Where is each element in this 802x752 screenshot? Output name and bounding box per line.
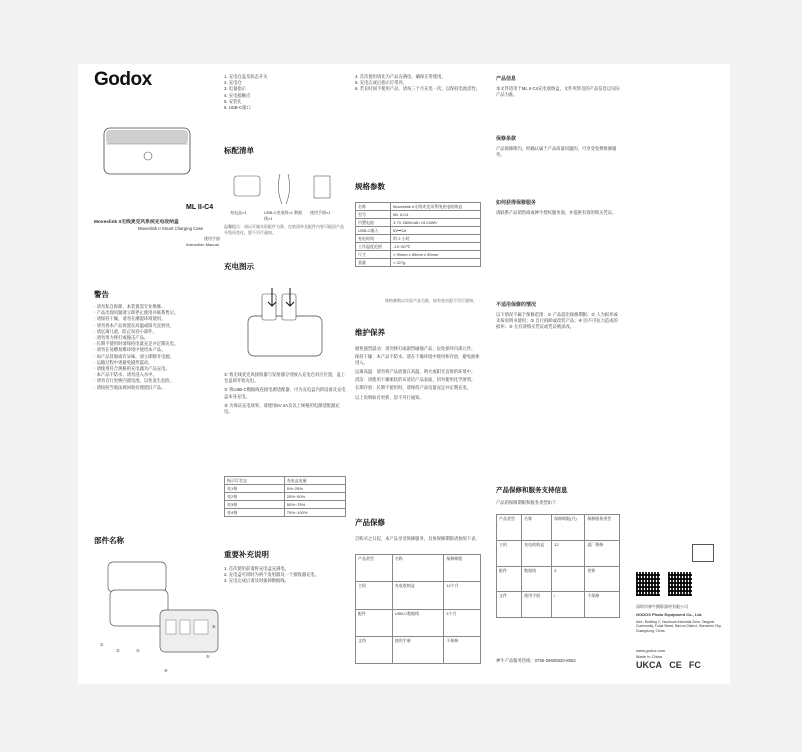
ukca-mark: UKCA bbox=[636, 660, 662, 670]
info-text: 本文件适用于ML II-C4充电收纳盒，文件所涉及的产品信息以实际产品为准。 bbox=[496, 86, 620, 98]
wp-header: 产品类型 bbox=[356, 555, 393, 582]
spec-key: 内置电池 bbox=[356, 219, 391, 227]
specs-title: 规格参数 bbox=[355, 182, 385, 191]
charging-step: ③ 为保证充电效率，请使用5V 2A及以上规格的电源适配器充电。 bbox=[224, 402, 340, 415]
support-intro: 产品的保修期限和服务类型如下： bbox=[496, 500, 561, 505]
support-header: 保修服务类型 bbox=[585, 515, 620, 541]
parts-list-item: 5. 安装孔 bbox=[224, 98, 242, 104]
fcc-mark: FC bbox=[688, 660, 701, 670]
recycle-badge bbox=[692, 544, 714, 562]
support-cell: 更换 bbox=[585, 566, 620, 592]
support-cell: 配件 bbox=[497, 566, 522, 592]
parts-list-item: 3. 电量指示 bbox=[224, 86, 246, 92]
warning-item: · 产品出现问题请立即停止使用并联系售后。 bbox=[94, 310, 179, 316]
packing-item-manual: 使用手册×1 bbox=[310, 210, 331, 215]
packing-title: 标配清单 bbox=[224, 146, 254, 155]
support-cell: 使用手册 bbox=[522, 592, 552, 618]
info-title: 产品信息 bbox=[496, 76, 517, 82]
warning-item: · 请远离儿童，防止误吞小部件。 bbox=[94, 328, 157, 334]
company-en: GODOX Photo Equipment Co., Ltd. bbox=[636, 612, 703, 617]
charging-step: ② 将USB-C数据线连接电源适配器，可为充电盒内的设备及充电盒本身充电。 bbox=[224, 387, 346, 399]
spec-value: ≈ 99mm x 69mm x 50mm bbox=[391, 251, 481, 259]
wp-cell: 文档 bbox=[356, 636, 393, 663]
wp-cell: 配件 bbox=[356, 609, 393, 636]
spec-value: ML II-C4 bbox=[391, 211, 481, 219]
col3-note: 4. 首次使用请先为产品充满电，确保正常使用。 bbox=[355, 74, 446, 79]
warning-item: · 本产品不防水，请勿浸入水中。 bbox=[94, 372, 157, 378]
product-name-cn: Moveslink II无线麦克风系统充电收纳盒 bbox=[94, 220, 179, 225]
support-title: 产品保修和服务支持信息 bbox=[496, 487, 568, 494]
ce-mark: CE bbox=[669, 660, 682, 670]
wp-cell: 3个月 bbox=[444, 609, 481, 636]
packing-illustration bbox=[230, 170, 340, 210]
support-cell: 3 bbox=[552, 566, 585, 592]
wp-cell: 12个月 bbox=[444, 582, 481, 609]
service-text: 请联系产品销售商或神牛授权服务商，并提供有效的购买凭证。 bbox=[496, 210, 617, 215]
warranty-terms-title: 保修条款 bbox=[496, 136, 517, 142]
maintenance-list bbox=[355, 346, 483, 401]
spec-key: 工作温度范围 bbox=[356, 243, 391, 251]
indicator-cell: 亮1格 bbox=[225, 485, 285, 493]
indicator-cell: 亮4格 bbox=[225, 509, 285, 517]
qr-code-1 bbox=[636, 572, 660, 596]
spec-key: 名称 bbox=[356, 203, 391, 211]
col3-note: 6. 若长时间不使用产品，请每三个月充电一次，以保持电池活性。 bbox=[355, 86, 481, 92]
made-in: Made In China bbox=[636, 654, 663, 659]
supplement-list bbox=[224, 566, 346, 585]
maintenance-para: 长期存放：长期不使用时，请保持产品电量充足并定期充电。 bbox=[355, 385, 472, 391]
spec-value: 约 2 小时 bbox=[391, 235, 481, 243]
indicator-cell: 25%~50% bbox=[284, 493, 345, 501]
product-name-en: Moveslink II Smart Charging Case bbox=[138, 226, 204, 231]
callout-5: ⑤ bbox=[206, 654, 210, 659]
warning-item: · 请勿用力摔打或撞击产品。 bbox=[94, 335, 149, 341]
brand-logo: Godox bbox=[94, 69, 152, 90]
support-cell: / bbox=[552, 592, 585, 618]
spec-value: -10~50℃ bbox=[391, 243, 481, 251]
model-title: ML II-C4 bbox=[186, 204, 214, 211]
warranty-parts-table bbox=[355, 554, 481, 664]
indicator-cell: 充电盒电量 bbox=[284, 477, 345, 485]
callout-3: ③ bbox=[136, 648, 140, 653]
support-cell: 数据线 bbox=[522, 566, 552, 592]
wp-cell: 充电收纳盒 bbox=[392, 582, 444, 609]
warning-item: · 请保持干燥，请勿在潮湿环境使用。 bbox=[94, 316, 166, 322]
warnings-list bbox=[94, 304, 224, 391]
excluded-title: 不适用保修的情况 bbox=[496, 302, 537, 308]
indicator-cell: 亮3格 bbox=[225, 501, 285, 509]
warning-item: · 请勿自行更换内置电池，以免发生危险。 bbox=[94, 378, 174, 384]
warning-item: · 请勿在易燃易爆环境中使用本产品。 bbox=[94, 347, 166, 353]
wp-cell: 主机 bbox=[356, 582, 393, 609]
parts-list-item: 4. 充电接触点 bbox=[224, 92, 251, 98]
warranty-parts-intro: 自购买之日起，本产品享受保修服务，具体保修期限请参阅下表。 bbox=[355, 536, 480, 541]
spec-value: 3.7V 2600mAh 19.24Wh bbox=[391, 219, 481, 227]
parts-illustration bbox=[100, 558, 224, 678]
packing-note: 温馨提示：请以开箱实际配件为准。包装清单及配件内容可能因产品升级而变化，恕不另行通知。 bbox=[224, 224, 344, 235]
manual-en: Instruction Manual bbox=[186, 242, 219, 247]
maintenance-para: 避免强烈震动：请勿摔打或剧烈碰撞产品，以免损坏内部元件。 bbox=[355, 346, 476, 351]
supplement-item: 1. 首次使用前请将充电盒充满电。 bbox=[224, 566, 289, 571]
spec-key: 充电时间 bbox=[356, 235, 391, 243]
wp-cell: USB-C数据线 bbox=[392, 609, 444, 636]
warning-item: · 请勿将本产品放置在高温或阳光直射处。 bbox=[94, 322, 174, 328]
packing-item-case: 充电盒×1 bbox=[230, 210, 247, 215]
service-hotline: 神牛产品服务热线：0755-29609320-8062 bbox=[496, 658, 576, 663]
wp-header: 保修期限 bbox=[444, 555, 481, 582]
warning-item: · 请按照当地法规回收处理废旧产品。 bbox=[94, 384, 166, 390]
maintenance-title: 维护保养 bbox=[355, 328, 385, 337]
col3-notes bbox=[355, 74, 483, 93]
indicator-cell: 亮2格 bbox=[225, 493, 285, 501]
spec-key: USB-C输入 bbox=[356, 227, 391, 235]
warning-item: · 如产品冒烟或有异味，请立即断开电源。 bbox=[94, 353, 174, 359]
spec-key: 尺寸 bbox=[356, 251, 391, 259]
wp-cell: 使用手册 bbox=[392, 636, 444, 663]
parts-list-item: 1. 充电仓盖及状态开关 bbox=[224, 74, 268, 79]
indicator-cell: 50%~75% bbox=[284, 501, 345, 509]
support-cell: 主机 bbox=[497, 540, 522, 566]
company-address: Add.: Building 2, Yaochuan Industrial Zone, Tangwei Community, Fuhai Street, Bao'an District, Shenzhen City, Guangdong, China bbox=[636, 620, 722, 633]
supplement-item: 3. 充电完成后请及时拔掉数据线。 bbox=[224, 578, 289, 584]
maintenance-para: 清洁：请使用干燥柔软的布清洁产品表面，切勿使用化学溶剂。 bbox=[355, 376, 476, 382]
maintenance-para: 远离高温：请勿将产品放置在高温、明火或阳光直射的环境中。 bbox=[355, 368, 476, 374]
manual-cn: 使用手册 bbox=[204, 236, 220, 241]
company-web: www.godox.com bbox=[636, 648, 666, 653]
service-title: 如何获得保修服务 bbox=[496, 200, 537, 206]
spec-value: Moveslink II无线麦克风系统充电收纳盒 bbox=[391, 203, 481, 211]
support-header: 名称 bbox=[522, 515, 552, 541]
warranty-parts-title: 产品保修 bbox=[355, 518, 385, 527]
parts-list-item: 6. USB-C接口 bbox=[224, 105, 251, 111]
spec-key: 型号 bbox=[356, 211, 391, 219]
packing-item-cable: USB-C充电线×1 数据线×1 bbox=[264, 210, 303, 221]
callout-2: ② bbox=[116, 648, 120, 653]
charging-title: 充电图示 bbox=[224, 262, 254, 271]
indicator-table bbox=[224, 476, 346, 517]
charging-steps bbox=[224, 372, 346, 415]
support-cell: 12 bbox=[552, 540, 585, 566]
charging-illustration bbox=[242, 286, 332, 366]
specs-note: 规格参数以实际产品为准，如有变动恕不另行通知。 bbox=[385, 298, 477, 303]
callout-4: ④ bbox=[164, 668, 168, 673]
company-cn: 深圳市神牛摄影器材有限公司 bbox=[636, 604, 688, 609]
warning-item: · 请勿私自拆卸，本装置需专业维修。 bbox=[94, 304, 166, 309]
indicator-cell: 指示灯状态 bbox=[225, 477, 285, 485]
qr-code-2 bbox=[668, 572, 692, 596]
parts-title: 部件名称 bbox=[94, 536, 124, 545]
support-cell: 文件 bbox=[497, 592, 522, 618]
callout-6: ⑥ bbox=[212, 624, 216, 629]
warranty-terms-text: 产品保修期内，经确认属于产品质量问题的，可享受免费维修服务。 bbox=[496, 146, 617, 158]
callout-1: ① bbox=[100, 642, 104, 647]
supplement-item: 2. 充电盒可同时为两个发射器及一个接收器充电。 bbox=[224, 572, 320, 578]
support-table bbox=[496, 514, 620, 618]
warning-item: · 运输过程中请避免剧烈震动。 bbox=[94, 359, 153, 365]
support-cell: 不保修 bbox=[585, 592, 620, 618]
parts-list bbox=[224, 74, 267, 111]
spec-value: 5V⎓2A bbox=[391, 227, 481, 235]
wp-cell: 不保修 bbox=[444, 636, 481, 663]
support-header: 产品类型 bbox=[497, 515, 522, 541]
warnings-title: 警告 bbox=[94, 290, 109, 299]
support-header: 保修期限(月) bbox=[552, 515, 585, 541]
spec-key: 重量 bbox=[356, 259, 391, 267]
parts-list-item: 2. 充电仓 bbox=[224, 80, 242, 86]
spec-value: ≈ 227g bbox=[391, 259, 481, 267]
warning-item: · 请使用符合规格的充电器为产品充电。 bbox=[94, 366, 170, 372]
supplement-title: 重要补充说明 bbox=[224, 550, 269, 559]
warning-item: · 长期不使用时请保持电量充足并定期充电。 bbox=[94, 341, 179, 347]
indicator-cell: 75%~100% bbox=[284, 509, 345, 517]
wp-header: 名称 bbox=[392, 555, 444, 582]
charging-case-illustration bbox=[102, 124, 194, 178]
manual-sheet bbox=[78, 64, 730, 684]
specs-table bbox=[355, 202, 481, 267]
certification-marks bbox=[636, 662, 707, 670]
excluded-text: 以下情况不属于保修范围：① 产品超出保修期限；② 人为损坏或未按说明书使用；③ 自行拆卸或改装产品；④ 因不可抗力造成的损坏；⑤ 无有效购买凭证或凭证被涂改。 bbox=[496, 312, 618, 330]
maintenance-para: 保持干燥：本产品不防水，请在干燥环境中使用和存放，避免液体进入。 bbox=[355, 354, 480, 366]
support-cell: 充电收纳盒 bbox=[522, 540, 552, 566]
charging-step: ① 将无线麦克风接收器与发射器分别放入充电仓对应位置，盖上仓盖即开始充电。 bbox=[224, 372, 346, 384]
support-cell: 返厂维修 bbox=[585, 540, 620, 566]
indicator-cell: 0%~25% bbox=[284, 485, 345, 493]
maintenance-footer: 以上说明如有更新，恕不另行通知。 bbox=[355, 395, 424, 401]
col3-note: 5. 充电完成后指示灯常亮。 bbox=[355, 80, 408, 86]
